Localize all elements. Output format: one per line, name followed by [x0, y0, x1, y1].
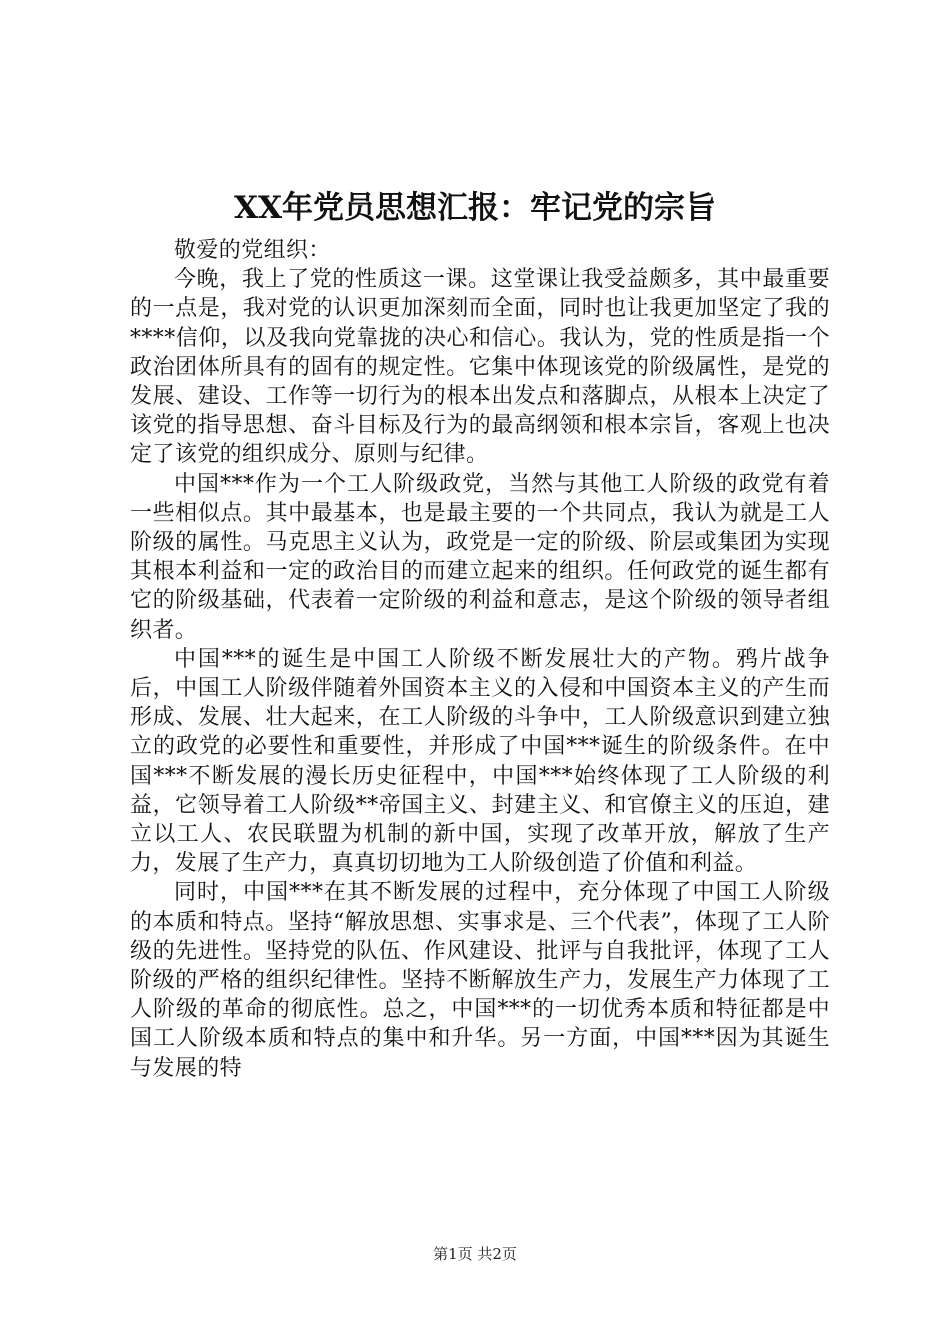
greeting-line: 敬爱的党组织： [174, 238, 331, 263]
body-paragraph-1: 今晚，我上了党的性质这一课。这堂课让我受益颇多，其中最重要的一点是，我对党的认识更加深刻而全面，同时也让我更加坚定了我的****信仰，以及我向党靠拢的决心和信心。我认为，党的性质是指一个政治团体所具有的固有的规定性。它集中体现该党的阶级属性，是党的发展、建设、工作等一切行为的根本出发点和落脚点，从根本上决定了该党的指导思想、奋斗目标及行为的最高纲领和根本宗旨，客观上也决定了该党的组织成分、原则与纪律。 [130, 267, 830, 468]
page-footer: 第1页 共2页 [433, 1245, 517, 1263]
body-paragraph-3: 中国***的诞生是中国工人阶级不断发展壮大的产物。鸦片战争后，中国工人阶级伴随着外国资本主义的入侵和中国资本主义的产生而形成、发展、壮大起来，在工人阶级的斗争中，工人阶级意识到建立独立的政党的必要性和重要性，并形成了中国***诞生的阶级条件。在中国***不断发展的漫长历史征程中，中国***始终体现了工人阶级的利益，它领导着工人阶级**帝国主义、封建主义、和官僚主义的压迫，建立以工人、农民联盟为机制的新中国，实现了改革开放，解放了生产力，发展了生产力，真真切切地为工人阶级创造了价值和利益。 [130, 646, 830, 877]
document-body [130, 236, 830, 1083]
body-paragraph-2: 中国***作为一个工人阶级政党，当然与其他工人阶级的政党有着一些相似点。其中最基本，也是最主要的一个共同点，我认为就是工人阶级的属性。马克思主义认为，政党是一定的阶级、阶层或集团为实现其根本利益和一定的政治目的而建立起来的组织。任何政党的诞生都有它的阶级基础，代表着一定阶级的利益和意志，是这个阶级的领导者组织者。 [130, 471, 830, 643]
body-paragraph-4: 同时，中国***在其不断发展的过程中，充分体现了中国工人阶级的本质和特点。坚持“解放思想、实事求是、三个代表”，体现了工人阶级的先进性。坚持党的队伍、作风建设、批评与自我批评，体现了工人阶级的严格的组织纪律性。坚持不断解放生产力，发展生产力体现了工人阶级的革命的彻底性。总之，中国***的一切优秀本质和特征都是中国工人阶级本质和特点的集中和升华。另一方面，中国***因为其诞生与发展的特 [130, 880, 830, 1081]
document-title: XX年党员思想汇报：牢记党的宗旨 [233, 190, 717, 226]
